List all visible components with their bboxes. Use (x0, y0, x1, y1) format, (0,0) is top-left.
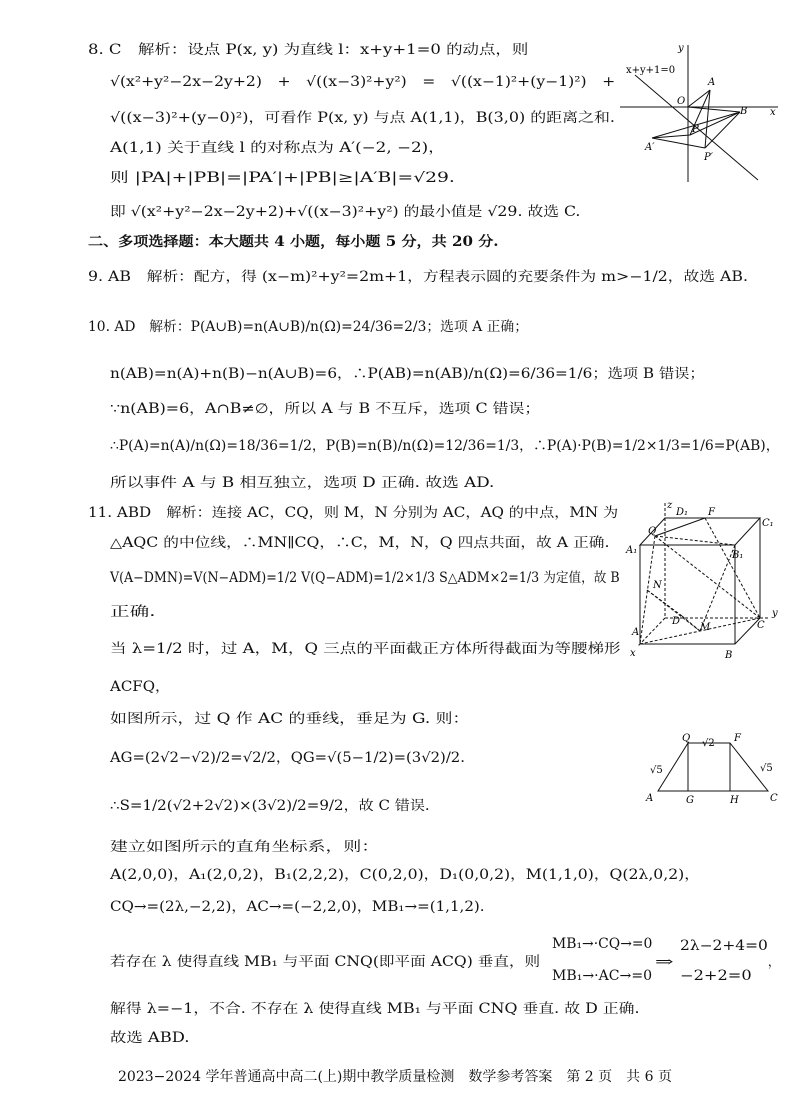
figure-label: N (653, 580, 662, 591)
text-line: 8. C 解析：设点 P(x, y) 为直线 l：x+y+1=0 的动点，则 (88, 42, 529, 58)
text-line: 正确. (110, 604, 156, 620)
figure-label: D₁ (676, 507, 689, 518)
figure-label: F (734, 733, 741, 744)
text-line: 当 λ=1/2 时，过 A，M，Q 三点的平面截正方体所得截面为等腰梯形 (110, 641, 621, 657)
text-line: △AQC 的中位线，∴MN∥CQ，∴C，M，N，Q 四点共面，故 A 正确. (110, 535, 610, 551)
figure-label: F (708, 507, 715, 518)
text-line: ∴S=1/2(√2+2√2)×(3√2)/2=9/2，故 C 错误. (110, 798, 430, 814)
figure-label: P′ (704, 152, 713, 163)
text-line: 二、多项选择题：本大题共 4 小题，每小题 5 分，共 20 分. (88, 234, 499, 250)
figure-label: z (667, 500, 673, 511)
figure-label: B (725, 650, 733, 661)
figure-label: B (740, 106, 748, 117)
text-line: −2+2=0 (680, 968, 752, 984)
text-line: 解得 λ=−1，不合. 不存在 λ 使得直线 MB₁ 与平面 CNQ 垂直. 故 D 正确. (110, 1001, 640, 1017)
text-line: A(2,0,0)，A₁(2,0,2)，B₁(2,2,2)，C(0,2,0)，D₁(0,0,2)，M(1,1,0)，Q(2λ,0,2)， (110, 867, 700, 883)
text-line: ACFQ， (110, 679, 171, 695)
text-line: 2λ−2+4=0 (680, 938, 768, 954)
text-line: AG=(2√2−√2)/2=√2/2，QG=√(5−1/2)=(3√2)/2. (110, 750, 465, 766)
text-line: 故选 ABD. (110, 1030, 190, 1046)
text-line: 9. AB 解析：配方，得 (x−m)²+y²=2m+1，方程表示圆的充要条件为 m>−1/2，故选 AB. (88, 269, 748, 285)
text-line: CQ→=(2λ,−2,2)，AC→=(−2,2,0)，MB₁→=(1,1,2). (110, 899, 485, 915)
page-footer: 2023−2024 学年普通高中高二(上)期中教学质量检测 数学参考答案 第 2 页 共 6 页 (118, 1069, 672, 1085)
figure-label: √5 (650, 765, 663, 776)
figure-label: A₁ (626, 545, 638, 556)
text-line: 如图所示，过 Q 作 AC 的垂线，垂足为 G. 则： (110, 711, 470, 727)
text-line: 即 √(x²+y²−2x−2y+2)+√((x−3)²+y²) 的最小值是 √29. 故选 C. (110, 204, 581, 220)
figure-label: C (770, 793, 778, 804)
text-line: 所以事件 A 与 B 相互独立，选项 D 正确. 故选 AD. (110, 475, 495, 491)
text-line: 建立如图所示的直角坐标系，则： (110, 839, 380, 855)
figure-label: B₁ (732, 550, 744, 561)
figure-label: A (646, 793, 654, 804)
figure-label: A (708, 77, 716, 88)
figure-label: M (700, 622, 711, 633)
text-line: ∴P(A)=n(A)/n(Ω)=18/36=1/2，P(B)=n(B)/n(Ω)=12/36=1/3，∴P(A)·P(B)=1/2×1/3=1/6=P(AB)， (110, 438, 780, 454)
figure-label: A (632, 627, 640, 638)
figure-label: C₁ (762, 518, 774, 529)
figure-label: x (630, 648, 636, 659)
figure-label: G (686, 795, 694, 806)
text-line: 则 |PA|+|PB|=|PA′|+|PB|≥|A′B|=√29. (110, 170, 455, 186)
figure-label: √2 (702, 738, 715, 749)
text-line: n(AB)=n(A)+n(B)−n(A∪B)=6，∴P(AB)=n(AB)/n(Ω)=6/36=1/6；选项 B 错误； (110, 366, 705, 382)
figure-label: Q (682, 733, 691, 744)
figure-label: O (677, 96, 686, 107)
text-line: √(x²+y²−2x−2y+2) + √((x−3)²+y²) = √((x−1)²+(y−1)²) + (110, 74, 616, 90)
figure-label: √5 (760, 763, 773, 774)
figure-label: x (770, 107, 776, 118)
text-line: √((x−3)²+(y−0)²)，可看作 P(x, y) 与点 A(1,1)，B(3,0) 的距离之和. (110, 110, 615, 126)
text-line: ∵n(AB)=6，A∩B≠∅，所以 A 与 B 不互斥，选项 C 错误； (110, 401, 541, 417)
figure-label: P (692, 124, 699, 135)
text-line: 10. AD 解析：P(A∪B)=n(A∪B)/n(Ω)=24/36=2/3；选项 A 正确； (88, 319, 529, 335)
text-line: MB₁→·AC→=0 (552, 968, 653, 984)
figure-label: Q (648, 526, 657, 537)
text-line: 11. ABD 解析：连接 AC，CQ，则 M，N 分别为 AC，AQ 的中点，MN 为 (88, 505, 619, 521)
figure-trapezoid (640, 733, 785, 808)
text-line: ， (768, 954, 780, 970)
figure-label: x+y+1=0 (626, 65, 676, 76)
text-line: ⇒ (655, 954, 674, 970)
figure-cube (620, 498, 785, 663)
figure-line-symmetry (620, 40, 780, 185)
figure-label: A′ (645, 142, 655, 153)
figure-label: H (730, 795, 739, 806)
text-line: MB₁→·CQ→=0 (552, 936, 653, 952)
figure-label: y (678, 43, 684, 54)
figure-label: y (772, 608, 778, 619)
text-line: A(1,1) 关于直线 l 的对称点为 A′(−2, −2)， (110, 140, 445, 156)
text-line: 若存在 λ 使得直线 MB₁ 与平面 CNQ(即平面 ACQ) 垂直，则 (110, 954, 541, 970)
figure-label: C (757, 620, 765, 631)
figure-label: D (672, 616, 681, 627)
text-line: V(A−DMN)=V(N−ADM)=1/2 V(Q−ADM)=1/2×1/3 S△ADM×2=1/3 为定值，故 B (110, 570, 620, 586)
